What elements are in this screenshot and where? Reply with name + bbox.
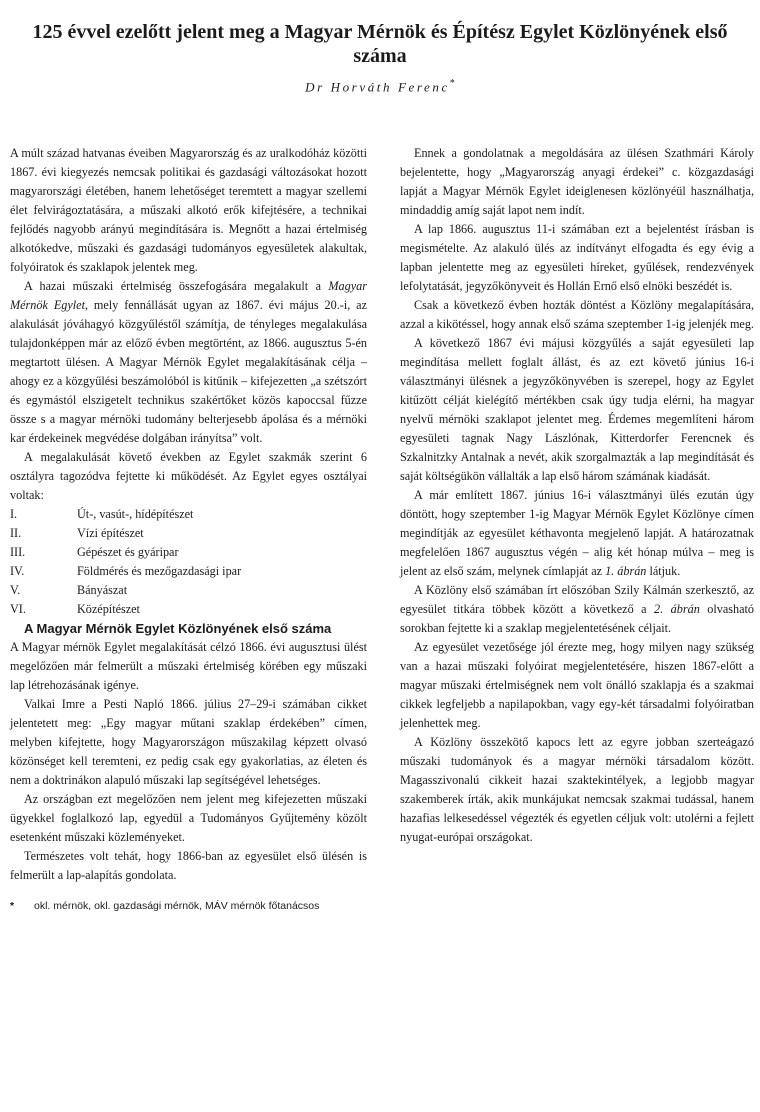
section-name: Középítészet (77, 602, 140, 616)
text-run: olvasható sorokban fejtette ki a szaklap megjelentetésének céljait. (400, 602, 754, 635)
paragraph: A lap 1866. augusztus 11-i számában ezt a bejelentést írásban is megismételte. Az alakuló ülés az indítványt elfogadta és egy évig a lapban jelentette meg az egyesületi híreket, gyűlések, rendezvények lefolytatását, jegyzőkönyveit és Hollán Ernő első elnöki beszédét is. (400, 222, 754, 293)
list-item (10, 581, 367, 600)
text-run: látjuk. (646, 564, 681, 578)
section-name: Földmérés és mezőgazdasági ipar (77, 564, 242, 578)
paragraph: Ennek a gondolatnak a megoldására az ülésen Szathmári Károly bejelentette, hogy „Magyarország anyagi érdekei” c. közgazdasági lapját a Magyar Mérnök Egylet ideiglenesen közlönyéül használhatja, mindaddig amíg saját lapot nem indít. (400, 146, 754, 217)
section-list (10, 505, 367, 619)
section-number: IV. (10, 564, 25, 578)
author-footnote-mark: * (449, 78, 455, 89)
section-number: VI. (10, 602, 26, 616)
section-name: Gépészet és gyáripar (77, 545, 179, 559)
paragraph (10, 277, 367, 448)
paragraph: A múlt század hatvanas éveiben Magyarország és az uralkodóház közötti 1867. évi kiegyezés nemcsak politikai és gazdasági változásokat hozott magyarországi életében, hanem lehetőséget teremtett a magyar szellemi élet felvirágoztatására, a műszaki alkotó erők kifejtésére, a technikai fejlődés nagyobb arányú megindítására is. Megnőtt a hazai értelmiség alkotókedve, műszaki és gazdasági tudományos egyesületek alakultak, folyóiratok és szaklapok jelentek meg. (10, 146, 367, 274)
text-run: A Közlöny első számában írt előszóban Szily Kálmán szerkesztő, az egyesület titkára többek között a következő a (400, 583, 754, 616)
paragraph: Az egyesület vezetősége jól érezte meg, hogy milyen nagy szükség van a hazai műszaki folyóirat megjelentetésére, hiszen 1867-előtt a magyar műszaki értelmiségnek nem volt önálló szaklapja és a szakmai cikkek legfeljebb a napilapokban, vagy egy-két társadalmi folyóiratban jelenhettek meg. (400, 640, 754, 730)
footnote (10, 897, 367, 916)
section-number: V. (10, 583, 21, 597)
author-line (0, 78, 760, 95)
list-item (10, 562, 367, 581)
figure-reference: 1. ábrán (605, 564, 647, 578)
paragraph (400, 581, 754, 638)
text-run: A már említett 1867. június 16-i választmányi ülés ezután úgy döntött, hogy szeptember 1-ig Magyar Mérnök Egylet Közlönye címen megindítják az egyesület kéthavonta megjelenő lapját. A határozatnak megfelelően 1867 augusztus végén – alig két hónap múlva – meg is jelent az első szám, melynek címlapját az (400, 488, 754, 578)
author-name: Dr Horváth Ferenc (305, 79, 450, 95)
article-title: 125 évvel ezelőtt jelent meg a Magyar Mérnök és Építész Egylet Közlönyének első száma (32, 21, 728, 67)
section-heading: A Magyar Mérnök Egylet Közlönyének első száma (24, 621, 332, 636)
paragraph: A megalakulását követő években az Egylet szakmák szerint 6 osztályra tagozódva fejtette ki működését. Az Egylet egyes osztályai voltak: (10, 450, 367, 502)
figure-reference: 2. ábrán (654, 602, 700, 616)
emphasis: Magyar Mérnök Egylet (10, 279, 367, 312)
list-item (10, 543, 367, 562)
paragraph: A Magyar mérnök Egylet megalakítását célzó 1866. évi augusztusi ülést megelőzően már felmerült a műszaki értelmiség körében egy műszaki lap létrehozásának igénye. (10, 640, 367, 692)
paragraph: Az országban ezt megelőzően nem jelent meg kifejezetten műszaki ügyekkel foglalkozó lap, egyedül a Tudományos Gyűjtemény közölt esetenként műszaki közleményeket. (10, 792, 367, 844)
left-column (10, 144, 367, 916)
section-name: Bányászat (77, 583, 128, 597)
text-run: A hazai műszaki értelmiség összefogására megalakult a (24, 279, 329, 293)
section-number: III. (10, 545, 26, 559)
footnote-text: okl. mérnök, okl. gazdasági mérnök, MÁV mérnök főtanácsos (34, 900, 320, 912)
right-column (400, 144, 754, 847)
paragraph: Valkai Imre a Pesti Napló 1866. július 27–29-i számában cikket jelentetett meg: „Egy magyar műtani szaklap érdekében” címen, melyben kifejtette, hogy Magyarországon műszakilag képzett olvasó közönséget kell teremteni, ez pedig csak egy gyakorlatias, az életen és nem a doktrinákon alapuló műszaki lap segítségével lehetséges. (10, 697, 367, 787)
section-name: Út-, vasút-, hídépítészet (77, 507, 194, 521)
list-item (10, 600, 367, 619)
section-number: II. (10, 526, 22, 540)
list-item (10, 524, 367, 543)
text-run: , mely fennállását ugyan az 1867. évi május 20.-i, az alakulását jóváhagyó közgyűléstől számítja, de tényleges megalakulása tulajdonképpen már az előző évben megtörtént, az 1866. augusztus 5-én megtartott ülésen. A Magyar Mérnök Egylet megalakításának célja – ahogy ez a közgyűlési beszámolóból is kitűnik – kifejezetten „a szétszórt és egymástól elszigetelt technikus szakértőket közös kapoccsal fűzze össze s a magyar mérnöki tudomány belterjesebb ápolása és a mérnöki kar érdekeinek megvédése dolgában irányítsa” volt. (10, 298, 367, 445)
footnote-mark: * (10, 900, 15, 912)
paragraph: A következő 1867 évi májusi közgyűlés a saját egyesületi lap megindítása mellett foglalt állást, és az ezt követő június 16-i választmányi ülésnek a jegyzőkönyvében is szerepel, hogy az Egylet kitűzött célját kielégítő mértékben csak úgy tudja elérni, ha magyar nyelvű mérnöki szaklapot jelentet meg. Érdemes megemlíteni három egyesületi tagnak Nagy Lászlónak, Kitterdorfer Ferencnek és Szkalnitzky Antalnak a nevét, akik szorgalmazták a lap megindítását és saját költségükön vállalták a lap első három számának kiadását. (400, 336, 754, 483)
section-number: I. (10, 507, 18, 521)
paragraph: A Közlöny összekötő kapocs lett az egyre jobban szerteágazó műszaki tudományok és a magyar mérnöki társadalom között. Magasszivonalú cikkeit hazai szaktekintélyek, a legjobb magyar szakemberek írták, akik munkájukat nemcsak szakmai tudással, hanem hazafias lelkesedéssel végezték és egyetlen céljuk volt: utolérni a fejlett nyugat-európai országokat. (400, 735, 754, 844)
paragraph: Csak a következő évben hozták döntést a Közlöny megalapítására, azzal a kikötéssel, hogy annak első száma szeptember 1-ig jelenjék meg. (400, 298, 754, 331)
paragraph (400, 486, 754, 581)
list-item (10, 505, 367, 524)
paragraph: Természetes volt tehát, hogy 1866-ban az egyesület első ülésén is felmerült a lap-alapítás gondolata. (10, 849, 367, 882)
section-name: Vízi építészet (77, 526, 144, 540)
